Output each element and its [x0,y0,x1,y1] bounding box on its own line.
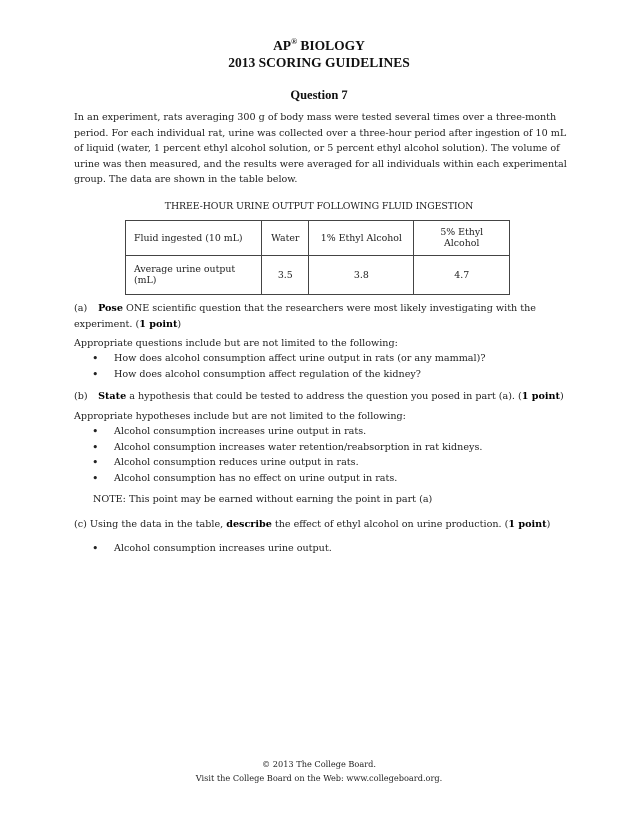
table-caption: THREE-HOUR URINE OUTPUT FOLLOWING FLUID INGESTION [164,201,474,212]
list-item: • Alcohol consumption reduces urine output in rats. [74,455,574,471]
intro-paragraph: In an experiment, rats averaging 300 g of body mass were tested several times over a three-month period. For each individual rat, urine was collected over a three-hour period after ingestion of 10 mL of liquid (water, 1 percent ethyl alcohol solution, or 5 percent ethyl alcohol solution). The volume of urine was then measured, and the results were averaged for all individuals within each experimental group. The data are shown in the table below. [74,112,567,186]
scoring-guidelines-title: 2013 SCORING GUIDELINES [228,55,410,70]
footer-website: Visit the College Board on the Web: www.collegeboard.org. [195,773,443,783]
part-a-verb: Pose [98,303,123,314]
table-cell: 3.8 [309,256,414,295]
part-c-prompt [74,517,574,533]
part-b-points: 1 point [521,391,560,402]
part-a-text: ONE scientific question that the researchers were most likely investigating with the experiment. ( [74,303,536,330]
part-a-intro: Appropriate questions include but are not limited to the following: [74,338,398,349]
part-c-label: (c) [74,519,87,530]
ap-label: AP [273,38,292,53]
table-cell: Water [262,221,309,256]
table-row [126,221,510,256]
part-a-label: (a) [74,303,88,314]
part-b-intro: Appropriate hypotheses include but are not limited to the following: [74,411,406,422]
list-item: • How does alcohol consumption affect regulation of the kidney? [74,367,574,383]
part-b-list [74,424,574,486]
question-title: Question 7 [290,88,348,102]
part-b-text: a hypothesis that could be tested to address the question you posed in part (a). ( [126,391,522,402]
part-b-close: ) [559,391,564,402]
part-c-lead: Using the data in the table, [86,519,227,530]
registered-mark: ® [291,37,298,46]
part-b-verb: State [98,391,127,402]
table-cell: 1% Ethyl Alcohol [309,221,414,256]
list-item: • Alcohol consumption increases urine output. [74,541,574,557]
list-item: • How does alcohol consumption affect urine output in rats (or any mammal)? [74,351,574,367]
list-item: • Alcohol consumption increases water retention/reabsorption in rat kidneys. [74,440,574,456]
list-item: • Alcohol consumption increases urine output in rats. [74,424,574,440]
part-b-label: (b) [74,391,88,402]
part-a-close: ) [177,318,182,330]
part-a-list [74,351,574,382]
part-c-points: 1 point [508,519,547,530]
part-a-points: 1 point [139,318,178,330]
footer-copyright: © 2013 The College Board. [262,759,376,769]
table-row [126,256,510,295]
subject-label: BIOLOGY [297,38,365,53]
part-c-list [74,541,574,557]
table-cell: 4.7 [414,256,510,295]
table-cell: Fluid ingested (10 mL) [126,221,262,256]
part-c-verb: describe [226,519,272,530]
part-c-text: the effect of ethyl alcohol on urine production. ( [271,519,509,530]
table-cell: Average urine output (mL) [126,256,262,295]
data-table [125,220,510,295]
table-cell: 5% Ethyl Alcohol [414,221,510,256]
part-b-prompt [74,389,574,405]
list-item: • Alcohol consumption has no effect on urine output in rats. [74,471,574,487]
part-a-prompt [74,301,574,332]
table-cell: 3.5 [262,256,309,295]
part-b-note: NOTE: This point may be earned without earning the point in part (a) [93,494,433,505]
document-header [0,37,638,54]
part-c-close: ) [546,519,551,530]
